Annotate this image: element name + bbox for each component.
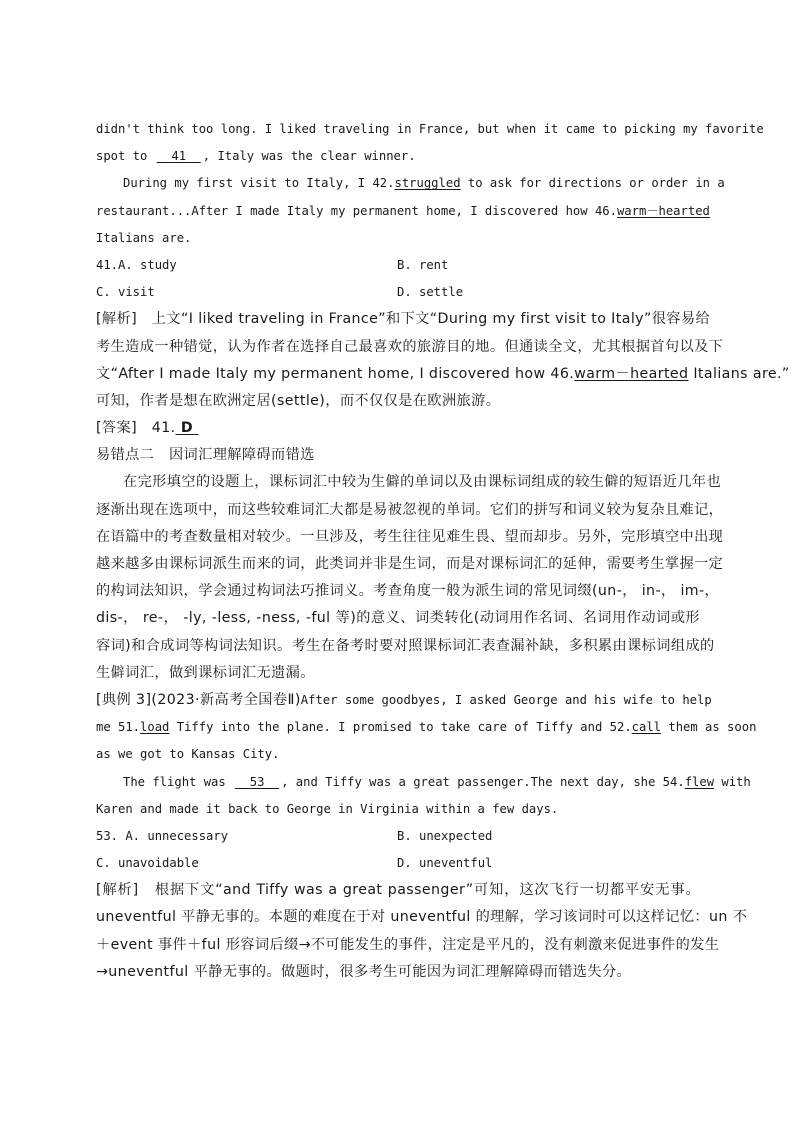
analysis-label: [解析]	[96, 882, 139, 899]
blank-41	[155, 143, 203, 170]
option-d: D. settle	[397, 285, 464, 300]
text: restaurant...After I made Italy my permanent home, I discovered how 46.	[96, 203, 617, 218]
options-row	[96, 279, 700, 306]
passage-line: Italians are.	[96, 230, 192, 245]
answer-letter: D	[180, 420, 194, 437]
answer-line	[96, 415, 700, 442]
section-para-line: 生僻词汇，做到课标词汇无遗漏。	[96, 664, 315, 681]
underlined-word: flew	[684, 774, 715, 789]
analysis-line	[96, 306, 711, 333]
option-b: B. unexpected	[397, 828, 493, 843]
text: , Italy was the clear winner.	[202, 149, 416, 164]
blank-53	[233, 769, 281, 796]
text: , and Tiffy was a great passenger.The next day, she 54.	[281, 774, 685, 789]
text: Tiffy into the plane. I promised to take care of Tiffy and 52.	[169, 720, 632, 735]
text: The flight was	[123, 774, 234, 789]
text: to ask for directions or order in a	[460, 176, 725, 191]
option-a: 53. A. unnecessary	[96, 828, 229, 843]
section-para-line: 在语篇中的考查数量相对较少。一旦涉及，考生往往见难生畏、望而却步。另外，完形填空中出现	[96, 528, 724, 545]
section-para-line: 在完形填空的设题上，课标词汇中较为生僻的单词以及由课标词组成的较生僻的短语近几年也	[123, 474, 722, 491]
blank-number: 53	[249, 774, 265, 789]
passage-line: didn't think too long. I liked traveling in France, but when it came to picking my favorite	[96, 122, 764, 136]
analysis-line	[96, 877, 700, 904]
option-b: B. rent	[397, 257, 449, 272]
example-line: Karen and made it back to George in Virginia within a few days.	[96, 801, 559, 816]
option-d: D. uneventful	[397, 856, 493, 871]
section-heading: 易错点二 因词汇理解障碍而错选	[96, 447, 315, 464]
section-para-line: 逐渐出现在选项中，而这些较难词汇大都是易被忽视的单词。它们的拼写和词义较为复杂且难记，	[96, 501, 724, 518]
text: 根据下文“and Tiffy was a great passenger”可知，这次飞行一切都平安无事。	[154, 882, 701, 899]
answer-number: 41.	[151, 420, 176, 437]
underlined-word: load	[140, 720, 170, 735]
section-para-line: 容词)和合成词等构词法知识。考生在备考时要对照课标词汇表查漏补缺，多积累由课标词组成的	[96, 637, 715, 654]
text: with	[714, 774, 751, 789]
analysis-line: uneventful 平静无事的。本题的难度在于对 uneventful 的理解，学习该词时可以这样记忆：un 不	[96, 909, 748, 926]
text: spot to	[96, 149, 155, 164]
text: 上文“I liked traveling in France”和下文“During my first visit to Italy”很容易给	[151, 311, 711, 328]
section-para-line: dis-， re-， -ly, -less, -ness, -ful 等)的意义、词类转化(动词用作名词、名词用作动词或形	[96, 610, 700, 627]
example-line	[96, 714, 757, 741]
underlined-word: warm－hearted	[574, 365, 689, 382]
example-source: (2023·新高考全国卷Ⅱ)	[151, 691, 301, 708]
section-para-line: 越来越多由课标词派生而来的词，此类词并非是生词，而是对课标词汇的延伸，需要考生掌握一定	[96, 556, 724, 572]
example-line	[96, 687, 712, 714]
text: 文“After I made Italy my permanent home, I discovered how 46.	[96, 365, 575, 382]
text: Italians are.”	[688, 365, 790, 382]
text: During my first visit to Italy, I 42.	[123, 176, 395, 191]
options-row	[96, 823, 700, 850]
text: them as soon	[661, 720, 757, 735]
section-para-line: 的构词法知识，学会通过构词法巧推词义。考查角度一般为派生词的常见词缀(un-， in-， im-，	[96, 583, 720, 600]
analysis-line: →uneventful 平静无事的。做题时，很多考生可能因为词汇理解障碍而错选失分。	[96, 963, 632, 980]
options-row	[96, 252, 700, 279]
example-line: as we got to Kansas City.	[96, 747, 280, 762]
example-label: [典例 3]	[96, 691, 152, 708]
passage-line	[96, 143, 700, 170]
analysis-line: ＋event 事件＋ful 形容词后缀→不可能发生的事件，注定是平凡的，没有刺激来促进事件的发生	[96, 936, 720, 953]
passage-line	[96, 170, 725, 197]
blank-number: 41	[171, 149, 187, 164]
option-c: C. visit	[96, 285, 155, 300]
analysis-label: [解析]	[96, 311, 138, 328]
answer-value	[176, 420, 199, 436]
analysis-line	[96, 361, 790, 388]
document-page	[96, 116, 790, 986]
passage-line	[96, 198, 710, 225]
underlined-word: call	[631, 720, 662, 735]
text: me 51.	[96, 720, 141, 735]
text: After some goodbyes, I asked George and his wife to help	[300, 692, 712, 707]
example-line	[96, 769, 751, 796]
analysis-line: 可知，作者是想在欧洲定居(settle)，而不仅仅是在欧洲旅游。	[96, 392, 501, 409]
option-c: C. unavoidable	[96, 856, 199, 871]
answer-label: [答案]	[96, 420, 138, 437]
underlined-word: warm－hearted	[616, 203, 710, 218]
options-row	[96, 850, 700, 877]
option-a: 41.A. study	[96, 257, 177, 272]
analysis-line: 考生造成一种错觉，认为作者在选择自己最喜欢的旅游目的地。但通读全文，尤其根据首句以及下	[96, 338, 724, 355]
underlined-word: struggled	[394, 176, 461, 191]
